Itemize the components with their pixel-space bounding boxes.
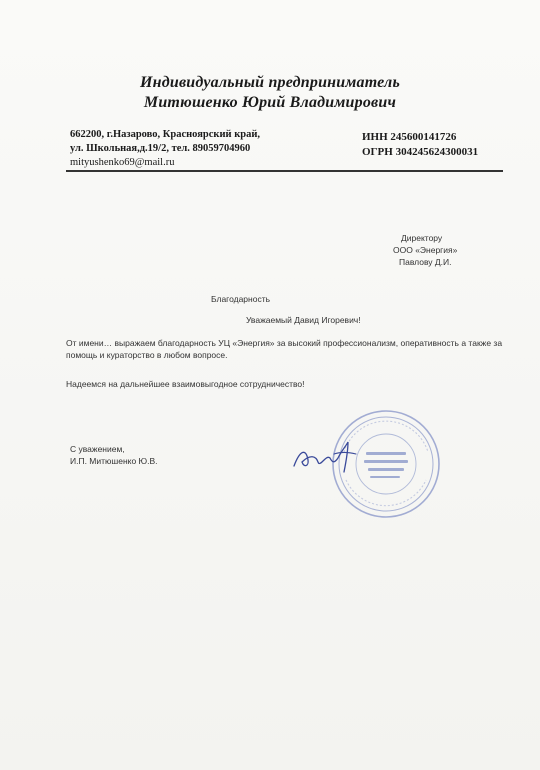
recipient-position: Директору (401, 233, 443, 243)
letter-body-paragraph-1: От имени… выражаем благодарность УЦ «Энергия» за высокий профессионализм, оперативность а также за помощь и кураторство в любом вопросе. (66, 338, 503, 360)
recipient-company: ООО «Энергия» (393, 245, 458, 255)
letterhead-address (70, 128, 260, 170)
letterhead-title: Индивидуальный предприниматель (140, 74, 400, 91)
closing-regards: С уважением, (70, 444, 125, 454)
handwritten-signature (290, 436, 360, 476)
closing-signer: И.П. Митюшенко Ю.В. (70, 456, 158, 466)
registration-numbers (362, 130, 478, 160)
header-divider (66, 170, 503, 172)
letter-heading: Благодарность (211, 294, 271, 304)
letter-greeting: Уважаемый Давид Игоревич! (246, 315, 361, 325)
ogrn-number: ОГРН 304245624300031 (362, 146, 479, 158)
recipient-block (393, 232, 457, 268)
letter-closing (70, 443, 158, 467)
letterhead-name: Митюшенко Юрий Владимирович (143, 94, 397, 111)
inn-number: ИНН 245600141726 (362, 131, 457, 143)
recipient-name: Павлову Д.И. (399, 257, 452, 267)
letter-body-paragraph-2: Надеемся на дальнейшее взаимовыгодное сотрудничество! (66, 379, 305, 389)
address-line-2: ул. Школьная,д.19/2, тел. 89059704960 (70, 143, 251, 154)
address-line-1: 662200, г.Назарово, Красноярский край, (70, 129, 261, 140)
email-address: mityushenko69@mail.ru (70, 157, 175, 168)
